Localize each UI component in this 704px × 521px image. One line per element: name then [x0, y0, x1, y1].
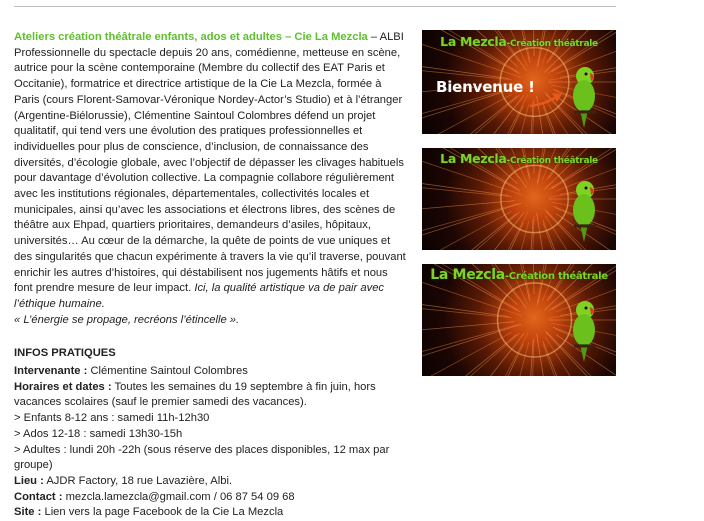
horaires-label: Horaires et dates :: [14, 380, 112, 393]
banner-brand: La Mezcla: [430, 267, 505, 283]
contact-value: mezcla.lamezcla@gmail.com / 06 87 54 09 68: [62, 490, 295, 503]
contact-label: Contact :: [14, 490, 63, 503]
description-text: Professionnelle du spectacle depuis 20 ans, comédienne, metteuse en scène, autrice pour la scène contemporaine (Membre du collectif des EAT Paris et Occitanie), formatrice et directrice artistique de la Cie La Mezcla, formée à Paris (cours Florent-Samovar-Véronique Nordey-Actor’s Studio) et à l’étranger (Argentine-Biélorussie), Clémentine Saintoul Colombres défend un projet qualitatif, qui tend vers une évolution des pratiques professionnelles et individuelles pour plus de conscience, d’inclusion, de connaissance des diversités, d’écologie globale, avec l’objectif de dépasser les clivages habituels pour davantage d’évolution collective. La compagnie collabore régulièrement avec les institutions régionales, départementales, collectivités locales et municipales, ainsi qu’avec les associations et électrons libres, des scènes de théâtre aux Ehpad, quartiers prioritaires, demandeurs d’asiles, hôpitaux, universités… Au cœur de la démarche, la quête de points de vue uniques et des singularités que chacun expérimente à travers la vie qu’il traverse, pouvant enrichir les autres d’histoires, qui déstabilisent nos jugements hâtifs et nous font prendre mesure de leur impact.: [14, 46, 406, 295]
banner-title: [422, 34, 616, 49]
banner-subtitle: -Création théâtrale: [504, 271, 608, 282]
parrot-icon: [568, 298, 602, 362]
adultes-schedule: > Adultes : lundi 20h -22h (sous réserve des places disponibles, 12 max par groupe): [14, 443, 390, 472]
workshop-title: Ateliers création théâtrale enfants, ados et adultes – Cie La Mezcla: [14, 31, 368, 43]
banner-second: [422, 148, 616, 250]
banner-brand: La Mezcla: [440, 151, 507, 166]
banner-third: [422, 264, 616, 376]
banner-subtitle: -Création théâtrale: [506, 156, 598, 166]
lieu-line: [14, 474, 409, 490]
workshop-heading: [14, 30, 409, 46]
intervenante-line: [14, 364, 409, 380]
site-line: [14, 505, 409, 521]
quote-text: « L’énergie se propage, recréons l’étincelle ».: [14, 313, 240, 326]
contact-line: [14, 490, 409, 506]
parrot-icon: [568, 64, 602, 128]
banner-brand: La Mezcla: [440, 34, 507, 49]
intervenante-label: Intervenante :: [14, 365, 88, 378]
enfants-schedule: > Enfants 8-12 ans : samedi 11h-12h30: [14, 412, 210, 425]
top-divider: [14, 6, 616, 7]
intervenante-value: Clémentine Saintoul Colombres: [87, 365, 248, 378]
description-italic: Ici, la qualité artistique va de pair avec l’éthique humaine.: [14, 282, 385, 310]
banner-title: [422, 151, 616, 166]
parrot-icon: [568, 178, 602, 242]
horaires-value: Toutes les semaines du 19 septembre à fin juin, hors vacances scolaires (sauf le premier samedi des vacances).: [14, 380, 376, 409]
article-body: [14, 30, 409, 521]
facebook-link[interactable]: Lien vers la page Facebook de la Cie La Mezcla: [41, 506, 284, 519]
description-paragraph: [14, 46, 409, 313]
banner-welcome: [422, 30, 616, 134]
banner-subtitle: -Création théâtrale: [506, 39, 598, 49]
lieu-label: Lieu :: [14, 474, 44, 487]
practical-info-title: INFOS PRATIQUES: [14, 347, 116, 360]
welcome-text: Bienvenue !: [436, 78, 535, 96]
ados-schedule: > Ados 12-18 : samedi 13h30-15h: [14, 427, 183, 440]
site-label: Site :: [14, 506, 42, 519]
lieu-value: AJDR Factory, 18 rue Lavazière, Albi.: [43, 474, 233, 487]
banner-title: [422, 267, 616, 283]
workshop-city: – ALBI: [367, 31, 404, 43]
arrow-icon: [528, 90, 568, 110]
horaires-line: [14, 380, 409, 411]
